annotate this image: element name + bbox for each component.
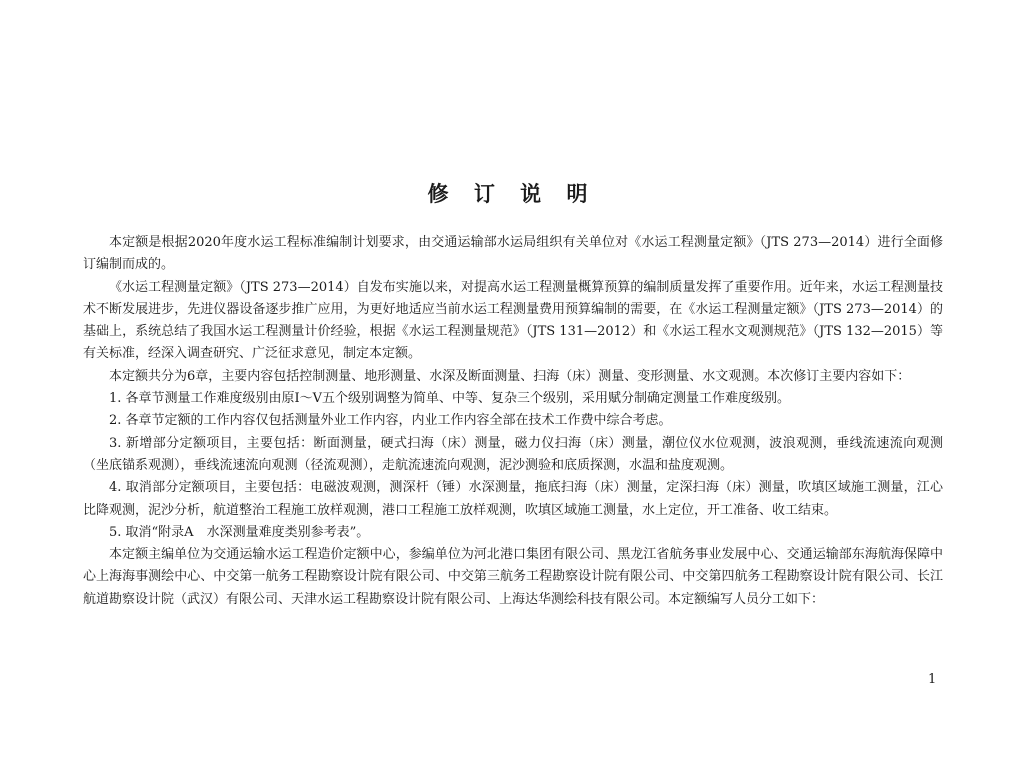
page-title: 修 订 说 明	[427, 182, 597, 206]
paragraph-chapters: 本定额共分为6章，主要内容包括控制测量、地形测量、水深及断面测量、扫海（床）测量、变形测量、水文观测。本次修订主要内容如下：	[109, 368, 911, 384]
paragraph-editors: 本定额主编单位为交通运输水运工程造价定额中心，参编单位为河北港口集团有限公司、黑龙江省航务事业发展中心、交通运输部东海航海保障中心上海海事测绘中心、中交第一航务工程勘察设计院有限公司、中交第三航务工程勘察设计院有限公司、中交第四航务工程勘察设计院有限公司、长江航道勘察设计院（武汉）有限公司、天津水运工程勘察设计院有限公司、上海达华测绘科技有限公司。本定额编写人员分工如下：	[83, 547, 943, 607]
paragraph-background: 《水运工程测量定额》（JTS 273—2014）自发布实施以来，对提高水运工程测量概算预算的编制质量发挥了重要作用。近年来，水运工程测量技术不断发展进步，先进仪器设备逐步推广应用，为更好地适应当前水运工程测量费用预算编制的需要，在《水运工程测量定额》（JTS 273—2014）的基础上，系统总结了我国水运工程测量计价经验，根据《水运工程测量规范》（JTS 131—2012）和《水运工程水文观测规范》（JTS 132—2015）等有关标准，经深入调查研究、广泛征求意见，制定本定额。	[83, 279, 943, 362]
body-text	[83, 232, 943, 611]
list-item-3: 3. 新增部分定额项目，主要包括：断面测量，硬式扫海（床）测量，磁力仪扫海（床）测量，潮位仪水位观测，波浪观测，垂线流速流向观测（坐底锚系观测），垂线流速流向观测（径流观测），走航流速流向观测，泥沙测验和底质探测，水温和盐度观测。	[83, 435, 943, 473]
paragraph-intro: 本定额是根据2020年度水运工程标准编制计划要求，由交通运输部水运局组织有关单位对《水运工程测量定额》（JTS 273—2014）进行全面修订编制而成的。	[83, 235, 943, 273]
list-item-2: 2. 各章节定额的工作内容仅包括测量外业工作内容，内业工作内容全部在技术工作费中综合考虑。	[109, 413, 672, 429]
page-number: 1	[928, 672, 937, 687]
list-item-5: 5. 取消“附录A 水深测量难度类别参考表”。	[109, 524, 370, 540]
list-item-4: 4. 取消部分定额项目，主要包括：电磁波观测，测深杆（锤）水深测量，拖底扫海（床）测量，定深扫海（床）测量，吹填区域施工测量，江心比降观测，泥沙分析，航道整治工程施工放样观测，港口工程施工放样观测，吹填区域施工测量，水上定位，开工准备、收工结束。	[83, 480, 943, 518]
list-item-1: 1. 各章节测量工作难度级别由原Ⅰ～Ⅴ五个级别调整为简单、中等、复杂三个级别，采用赋分制确定测量工作难度级别。	[109, 391, 791, 407]
